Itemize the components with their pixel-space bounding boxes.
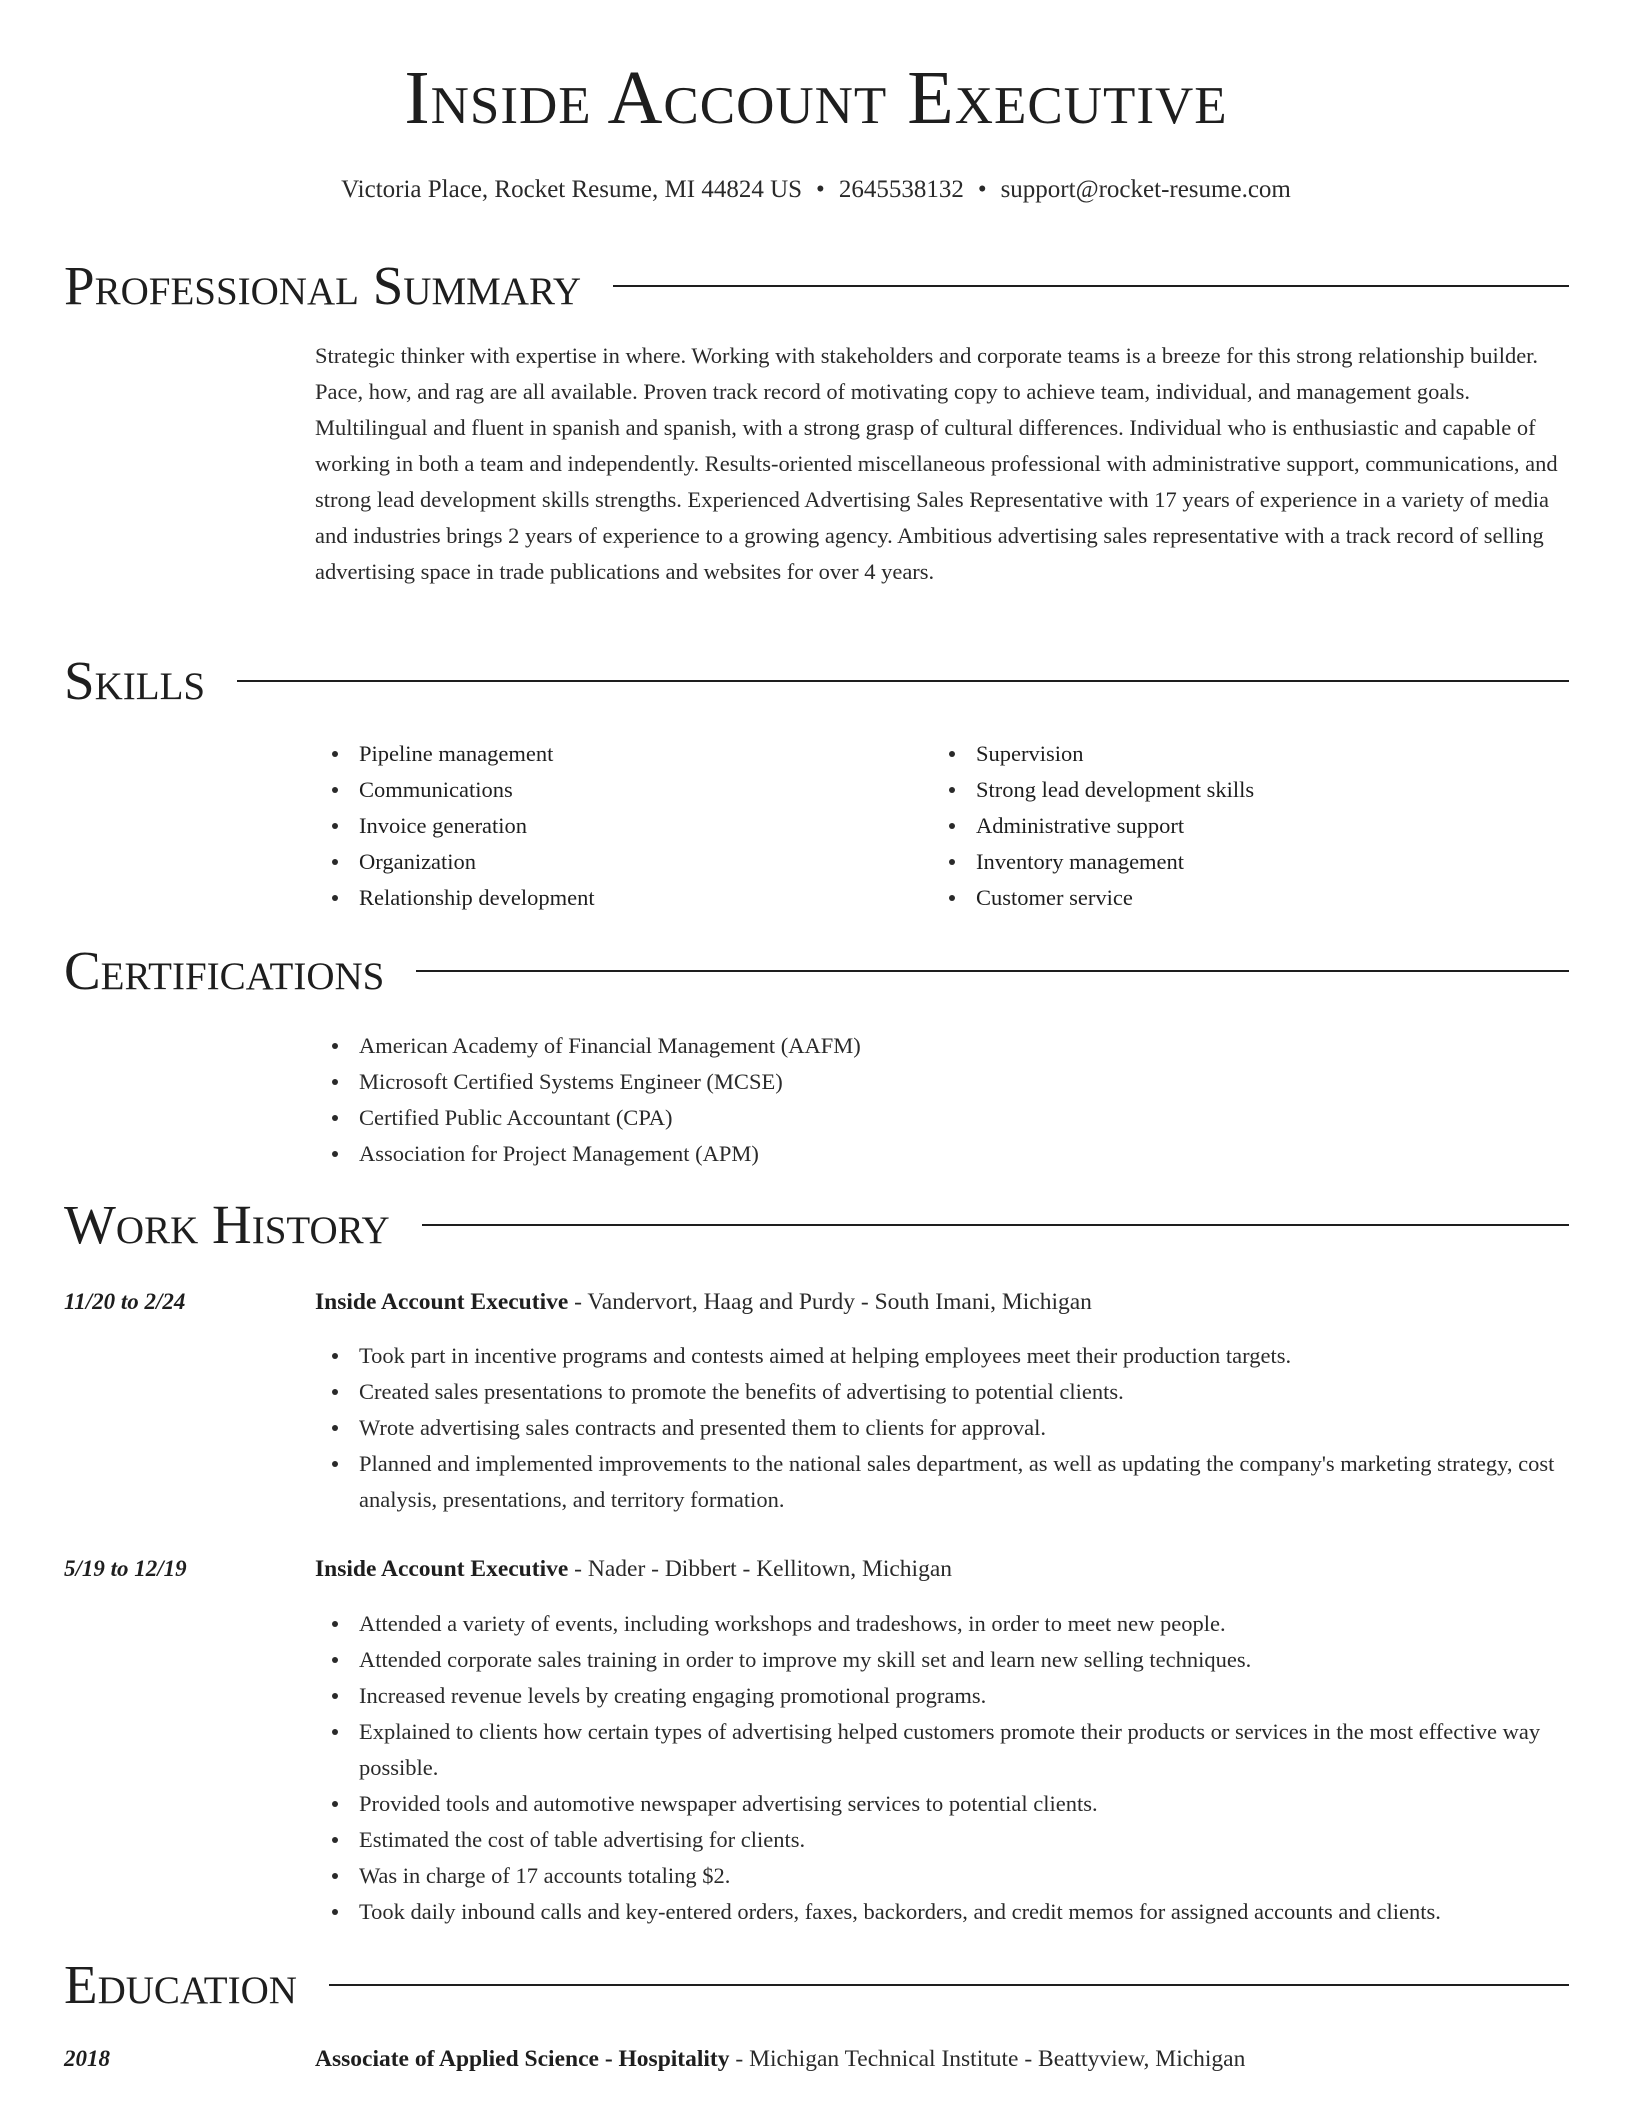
skill-item: Inventory management [976, 844, 1549, 880]
duty-item: Attended a variety of events, including workshops and tradeshows, in order to meet new people. [359, 1606, 1570, 1642]
education-school: - Michigan Technical Institute - Beattyview, Michigan [729, 2046, 1246, 2072]
job-heading [315, 1284, 1092, 1320]
certification-item: American Academy of Financial Management (AAFM) [359, 1028, 1570, 1064]
section-title: Professional Summary [64, 254, 582, 316]
duty-item: Was in charge of 17 accounts totaling $2. [359, 1858, 1570, 1894]
skill-item: Pipeline management [359, 736, 932, 772]
contact-line [0, 176, 1632, 204]
job-title: Inside Account Executive [315, 1289, 569, 1315]
section-divider [237, 680, 1569, 682]
phone: 2645538132 [838, 176, 964, 203]
address: Victoria Place, Rocket Resume, MI 44824 US [341, 176, 803, 203]
skill-item: Customer service [976, 880, 1549, 916]
section-title: Education [64, 1953, 297, 2015]
skills-column-right [932, 736, 1549, 916]
duty-item: Planned and implemented improvements to the national sales department, as well as updating the company's marketing strategy, cost analysis, presentations, and territory formation. [359, 1446, 1570, 1518]
separator-dot: • [816, 176, 825, 203]
job-employer: - Vandervort, Haag and Purdy - South Imani, Michigan [568, 1289, 1092, 1315]
certifications-list [315, 1028, 1570, 1172]
job-employer: - Nader - Dibbert - Kellitown, Michigan [568, 1556, 953, 1582]
skill-item: Strong lead development skills [976, 772, 1549, 808]
skill-item: Invoice generation [359, 808, 932, 844]
skill-item: Communications [359, 772, 932, 808]
duty-item: Took part in incentive programs and contests aimed at helping employees meet their production targets. [359, 1338, 1570, 1374]
section-header-certifications [64, 940, 1569, 1000]
section-divider [416, 970, 1569, 972]
section-title: Work History [64, 1193, 390, 1255]
section-divider [329, 1984, 1569, 1986]
skills-column-left [315, 736, 932, 916]
education-degree: Associate of Applied Science - Hospitality [315, 2046, 730, 2072]
skill-item: Administrative support [976, 808, 1549, 844]
education-year: 2018 [64, 2046, 110, 2071]
duty-item: Created sales presentations to promote the benefits of advertising to potential clients. [359, 1374, 1570, 1410]
job-duties [315, 1606, 1570, 1930]
section-divider [613, 285, 1569, 287]
job-title: Inside Account Executive [315, 1556, 569, 1582]
job-dates: 5/19 to 12/19 [64, 1556, 187, 1581]
education-heading [315, 2041, 1245, 2077]
email: support@rocket-resume.com [1000, 176, 1291, 203]
duty-item: Estimated the cost of table advertising for clients. [359, 1822, 1570, 1858]
duty-item: Took daily inbound calls and key-entered orders, faxes, backorders, and credit memos for assigned accounts and clients. [359, 1894, 1570, 1930]
section-divider [422, 1224, 1569, 1226]
section-header-education [64, 1954, 1569, 2014]
job-heading [315, 1551, 952, 1587]
duty-item: Increased revenue levels by creating engaging promotional programs. [359, 1678, 1570, 1714]
separator-dot: • [977, 176, 987, 203]
duty-item: Explained to clients how certain types of advertising helped customers promote their products or services in the most effective way possible. [359, 1714, 1570, 1786]
certification-item: Certified Public Accountant (CPA) [359, 1100, 1570, 1136]
resume-name: Inside Account Executive [404, 56, 1228, 140]
duty-item: Provided tools and automotive newspaper advertising services to potential clients. [359, 1786, 1570, 1822]
duty-item: Attended corporate sales training in order to improve my skill set and learn new selling techniques. [359, 1642, 1570, 1678]
certification-item: Microsoft Certified Systems Engineer (MCSE) [359, 1064, 1570, 1100]
job-duties [315, 1338, 1570, 1518]
skill-item: Organization [359, 844, 932, 880]
skill-item: Relationship development [359, 880, 932, 916]
section-header-work-history [64, 1194, 1569, 1254]
section-header-skills [64, 650, 1569, 710]
job-dates: 11/20 to 2/24 [64, 1289, 186, 1314]
certification-item: Association for Project Management (APM) [359, 1136, 1570, 1172]
summary-text: Strategic thinker with expertise in where. Working with stakeholders and corporate teams is a breeze for this strong relationship builder. Pace, how, and rag are all available. Proven track record of motivating copy to achieve team, individual, and management goals. Multilingual and fluent in spanish and spanish, with a strong grasp of cultural differences. Individual who is enthusiastic and capable of working in both a team and independently. Results-oriented miscellaneous professional with administrative support, communications, and strong lead development skills strengths. Experienced Advertising Sales Representative with 17 years of experience in a variety of media and industries brings 2 years of experience to a growing agency. Ambitious advertising sales representative with a track record of selling advertising space in trade publications and websites for over 4 years. [315, 343, 1558, 584]
duty-item: Wrote advertising sales contracts and presented them to clients for approval. [359, 1410, 1570, 1446]
section-title: Certifications [64, 939, 385, 1001]
skills-list [315, 736, 1570, 916]
section-header-summary [64, 255, 1569, 315]
section-title: Skills [64, 649, 206, 711]
skill-item: Supervision [976, 736, 1549, 772]
